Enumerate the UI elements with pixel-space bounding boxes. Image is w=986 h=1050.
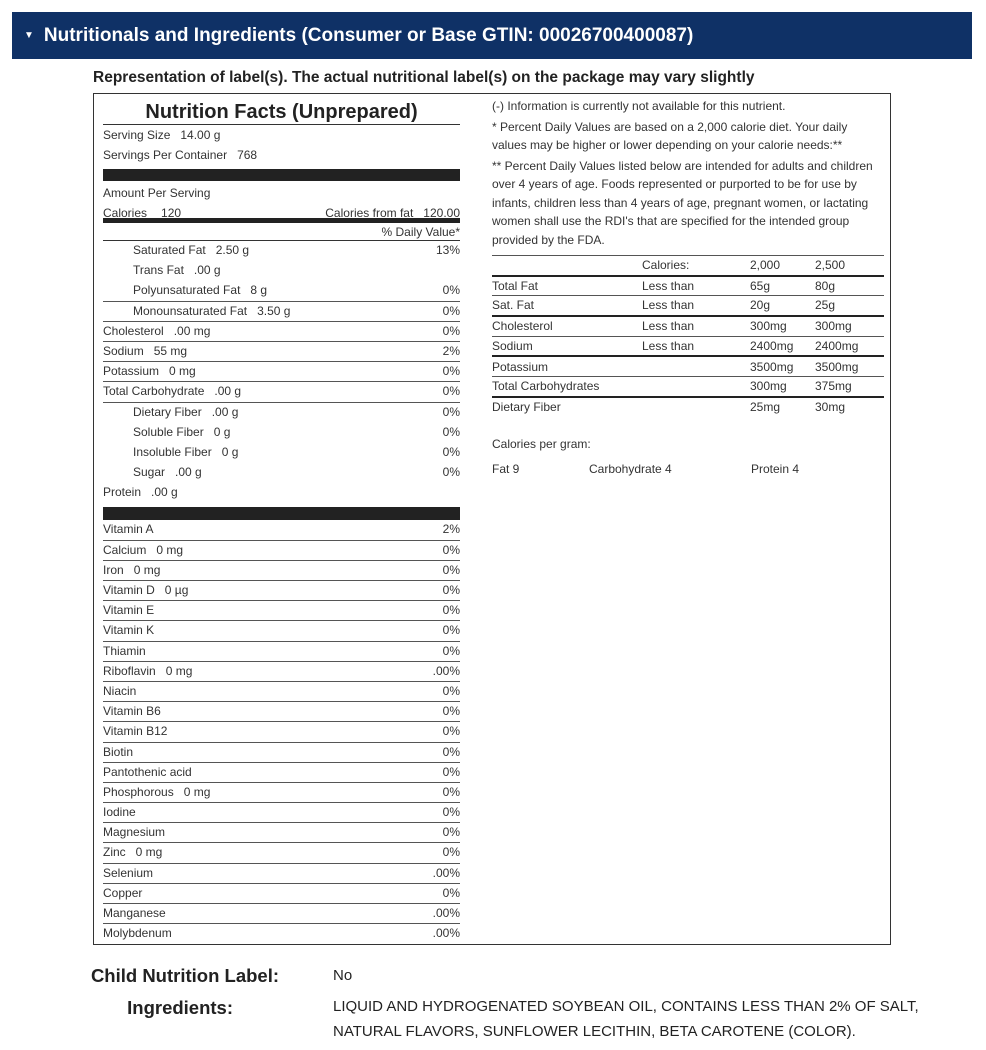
nutrient-row xyxy=(103,463,460,483)
dv-table-row xyxy=(492,296,884,316)
nutrient-name: Niacin xyxy=(103,683,137,698)
dv-cell: 300mg xyxy=(750,319,787,334)
dv-cell xyxy=(642,356,750,376)
nutrient-name: Sugar xyxy=(133,465,166,480)
calories-per-gram xyxy=(492,435,884,478)
nutrition-facts-panel xyxy=(103,99,460,944)
nutrient-row xyxy=(103,483,460,503)
dv-table-header xyxy=(492,256,884,276)
dv-header-cell xyxy=(492,256,642,276)
nutrient-name: Magnesium xyxy=(103,825,166,840)
divider-bar xyxy=(103,169,460,181)
vitamin-row xyxy=(103,783,460,803)
dv-cell: 300mg xyxy=(815,319,852,334)
dv-table-row xyxy=(492,356,884,376)
nutrient-dv: 0% xyxy=(442,784,460,799)
ingredients-label: Ingredients: xyxy=(127,997,233,1018)
nutrient-dv: 0% xyxy=(442,825,460,840)
dv-cell: Less than xyxy=(642,338,695,353)
vitamin-row xyxy=(103,702,460,722)
nutrient-name: Trans Fat xyxy=(133,263,184,278)
daily-value-header: % Daily Value* xyxy=(103,223,460,241)
nutrient-name: Potassium xyxy=(103,364,160,379)
child-nutrition-value: No xyxy=(333,967,353,984)
nutrient-row xyxy=(103,382,460,402)
nutrient-amount: 0 mg xyxy=(133,562,161,577)
dv-table-row xyxy=(492,316,884,336)
vitamin-row xyxy=(103,642,460,662)
dv-table-row xyxy=(492,336,884,356)
nutrient-dv: 0% xyxy=(442,364,460,379)
nutrient-dv: 0% xyxy=(442,424,460,439)
nutrient-dv: 0% xyxy=(442,323,460,338)
nutrient-dv: 0% xyxy=(442,465,460,480)
nutrient-dv: .00% xyxy=(432,926,460,941)
vitamin-row xyxy=(103,662,460,682)
nutrient-row xyxy=(103,261,460,281)
dv-cell: 30mg xyxy=(815,400,846,415)
vitamin-row xyxy=(103,924,460,944)
nutrient-row xyxy=(103,362,460,382)
nutrient-amount: 0 mg xyxy=(135,845,163,860)
dv-table-row xyxy=(492,276,884,296)
cpg-protein: Protein 4 xyxy=(751,461,800,476)
nutrient-name: Dietary Fiber xyxy=(133,404,202,419)
nutrient-dv: 0% xyxy=(442,603,460,618)
notes-panel xyxy=(492,97,884,478)
vitamin-row xyxy=(103,621,460,641)
dv-cell: 25mg xyxy=(750,400,781,415)
nutrient-amount: 2.50 g xyxy=(215,243,250,257)
note-na: (-) Information is currently not available for this nutrient. xyxy=(492,99,786,113)
vitamin-row xyxy=(103,743,460,763)
nutrient-row xyxy=(103,423,460,443)
dv-cell: 25g xyxy=(815,298,836,313)
dv-cell xyxy=(642,397,750,417)
nutrient-row xyxy=(103,403,460,423)
caret-down-icon[interactable]: ▼ xyxy=(24,30,34,41)
vitamin-row xyxy=(103,601,460,621)
nutrient-amount: 0 mg xyxy=(156,542,184,557)
note-pdv2: ** Percent Daily Values listed below are intended for adults and children over 4 years of age. Foods represented or purported to be for use by infants, children less than 4 years of age, pregnant women, or lactating women shall use the RDI's that are specified for the intended group provided by the FDA. xyxy=(492,158,873,247)
nutrient-list xyxy=(103,241,460,503)
section-header[interactable] xyxy=(12,12,972,59)
dv-cell: 65g xyxy=(750,278,771,293)
nutrient-dv: 0% xyxy=(442,885,460,900)
dv-header-cell: 2,500 xyxy=(815,258,846,273)
divider-bar xyxy=(103,507,460,520)
nutrient-dv: .00% xyxy=(432,663,460,678)
dv-cell: 2400mg xyxy=(750,338,794,353)
nutrient-dv: 0% xyxy=(442,643,460,658)
nutrient-amount: 55 mg xyxy=(153,343,188,358)
nutrient-name: Total Carbohydrate xyxy=(103,384,205,399)
nutrient-name: Vitamin E xyxy=(103,603,155,618)
nutrient-dv: .00% xyxy=(432,865,460,880)
cpg-title: Calories per gram: xyxy=(492,437,591,451)
nutrient-name: Protein xyxy=(103,485,142,500)
dv-cell: Dietary Fiber xyxy=(492,400,561,415)
note-pdv: * Percent Daily Values are based on a 2,000 calorie diet. Your daily values may be higher or lower depending on your calorie needs:** xyxy=(492,119,848,152)
dv-cell: Sodium xyxy=(492,338,533,353)
nutrient-dv: 0% xyxy=(442,562,460,577)
nutrient-amount: 3.50 g xyxy=(257,303,291,318)
nutrient-row xyxy=(103,443,460,463)
dv-cell: Less than xyxy=(642,278,695,293)
nutrient-name: Vitamin B12 xyxy=(103,724,168,739)
dv-cell: Less than xyxy=(642,298,695,313)
nutrient-row xyxy=(103,281,460,301)
nutrient-name: Molybdenum xyxy=(103,926,172,941)
dv-cell: Total Carbohydrates xyxy=(492,379,600,394)
nutrient-row xyxy=(103,241,460,261)
nutrient-amount: 0 µg xyxy=(164,583,189,597)
calories-row: Calories 120 Calories from fat 120.00 xyxy=(103,203,460,223)
dv-cell: 2400mg xyxy=(815,338,859,353)
nutrient-amount: .00 mg xyxy=(173,323,211,338)
vitamin-row xyxy=(103,884,460,904)
nutrient-dv: 0% xyxy=(442,623,460,638)
serving-size: Serving Size 14.00 g xyxy=(103,128,221,142)
vitamin-row xyxy=(103,803,460,823)
nutrient-name: Cholesterol xyxy=(103,323,164,338)
nutrient-dv: 2% xyxy=(442,343,460,358)
dv-header-cell: Calories: xyxy=(642,258,690,273)
nutrient-name: Insoluble Fiber xyxy=(133,444,212,459)
nutrient-dv: 13% xyxy=(435,243,460,257)
label-caption: Representation of label(s). The actual nutritional label(s) on the package may vary slightly xyxy=(93,69,755,86)
dv-cell: 80g xyxy=(815,278,836,293)
nutrient-name: Calcium xyxy=(103,542,147,557)
cpg-fat: Fat 9 xyxy=(492,461,520,476)
nutrient-amount: 0 g xyxy=(213,424,231,439)
nutrient-name: Manganese xyxy=(103,906,166,920)
nutrient-amount: 8 g xyxy=(250,283,268,298)
vitamin-list xyxy=(103,520,460,944)
nutrient-name: Iodine xyxy=(103,805,136,820)
nutrient-dv: 0% xyxy=(442,583,460,597)
dv-header-cell: 2,000 xyxy=(750,258,781,273)
dv-table-row xyxy=(492,377,884,397)
section-title: Nutritionals and Ingredients (Consumer or Base GTIN: 00026700400087) xyxy=(43,24,694,46)
nutrient-dv: 0% xyxy=(442,764,460,779)
nutrient-amount: .00 g xyxy=(193,263,221,278)
nutrient-name: Vitamin B6 xyxy=(103,704,161,719)
dv-table-row xyxy=(492,397,884,417)
dv-cell: 300mg xyxy=(750,379,787,394)
vitamin-row xyxy=(103,541,460,561)
nutrient-dv: 0% xyxy=(442,444,460,459)
dv-cell: Total Fat xyxy=(492,278,539,293)
cpg-carb: Carbohydrate 4 xyxy=(589,461,672,476)
vitamin-row xyxy=(103,722,460,742)
daily-value-table xyxy=(492,255,884,417)
dv-cell: 3500mg xyxy=(750,359,794,374)
dv-cell: 375mg xyxy=(815,379,852,394)
nutrient-amount: 0 mg xyxy=(183,784,211,799)
vitamin-row xyxy=(103,843,460,863)
nutrient-row xyxy=(103,302,460,322)
nutrient-name: Soluble Fiber xyxy=(133,424,204,439)
nutrient-amount: .00 g xyxy=(211,404,239,419)
vitamin-row xyxy=(103,682,460,702)
nutrient-dv: 2% xyxy=(442,522,460,537)
nutrient-dv: 0% xyxy=(442,542,460,557)
vitamin-row xyxy=(103,561,460,581)
dv-cell xyxy=(642,377,750,397)
nutrient-dv: .00% xyxy=(432,906,460,920)
nutrient-name: Biotin xyxy=(103,744,134,759)
servings-per-container: Servings Per Container 768 xyxy=(103,148,258,162)
nutrient-name: Zinc xyxy=(103,845,126,860)
nutrient-amount: 0 g xyxy=(221,444,239,459)
nutrient-dv: 0% xyxy=(442,724,460,739)
nutrient-name: Vitamin D xyxy=(103,583,155,597)
nutrient-amount: 0 mg xyxy=(165,663,193,678)
nutrient-name: Thiamin xyxy=(103,643,146,658)
nutrient-dv: 0% xyxy=(442,404,460,419)
nutrient-amount: .00 g xyxy=(214,384,242,399)
ingredients-value: LIQUID AND HYDROGENATED SOYBEAN OIL, CONTAINS LESS THAN 2% OF SALT, NATURAL FLAVORS, SUNFLOWER LECITHIN, BETA CAROTENE (COLOR). xyxy=(333,998,919,1040)
nutrient-name: Selenium xyxy=(103,865,154,880)
nutrient-name: Sodium xyxy=(103,343,144,358)
vitamin-row xyxy=(103,864,460,884)
vitamin-row xyxy=(103,904,460,924)
nutrient-dv: 0% xyxy=(442,283,460,298)
nutrient-dv: 0% xyxy=(442,744,460,759)
vitamin-row xyxy=(103,823,460,843)
nutrient-dv: 0% xyxy=(442,704,460,719)
nutrient-name: Riboflavin xyxy=(103,663,156,678)
dv-cell: Sat. Fat xyxy=(492,298,535,313)
nutrient-name: Polyunsaturated Fat xyxy=(133,283,241,298)
nutrient-amount: .00 g xyxy=(151,485,178,500)
nutrient-name: Vitamin A xyxy=(103,522,154,537)
nutrient-amount: 0 mg xyxy=(169,364,196,379)
nutrient-row xyxy=(103,322,460,342)
dv-cell: Cholesterol xyxy=(492,319,553,334)
nutrient-dv: 0% xyxy=(442,683,460,698)
dv-cell: Potassium xyxy=(492,359,549,374)
nutrient-dv: 0% xyxy=(442,303,460,318)
vitamin-row xyxy=(103,581,460,601)
vitamin-row xyxy=(103,520,460,540)
nutrient-name: Iron xyxy=(103,562,124,577)
amount-per-serving: Amount Per Serving xyxy=(103,186,211,200)
nutrient-name: Monounsaturated Fat xyxy=(133,303,248,318)
nutrient-name: Phosphorous xyxy=(103,784,174,799)
child-nutrition-label: Child Nutrition Label: xyxy=(90,965,279,986)
nutrient-dv: 0% xyxy=(442,384,460,399)
dv-cell: 3500mg xyxy=(815,359,859,374)
nutrient-amount: .00 g xyxy=(175,465,202,480)
vitamin-row xyxy=(103,763,460,783)
nutrient-dv: 0% xyxy=(442,805,460,820)
nutrient-row xyxy=(103,342,460,362)
dv-cell: Less than xyxy=(642,319,695,334)
nutrition-title: Nutrition Facts (Unprepared) xyxy=(103,99,460,125)
nutrient-name: Vitamin K xyxy=(103,623,155,638)
nutrient-name: Pantothenic acid xyxy=(103,764,192,779)
dv-cell: 20g xyxy=(750,298,771,313)
nutrition-label xyxy=(93,93,891,945)
nutrient-name: Saturated Fat xyxy=(133,243,206,257)
nutrient-name: Copper xyxy=(103,885,143,900)
nutrient-dv: 0% xyxy=(442,845,460,860)
